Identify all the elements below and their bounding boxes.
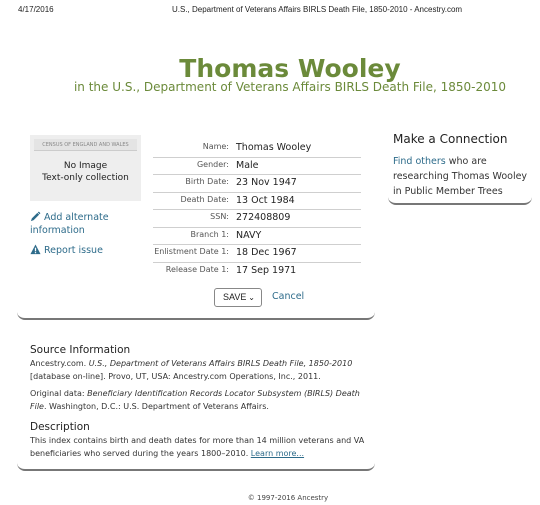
field-row-branch	[153, 228, 361, 246]
field-value: 13 Oct 1984	[236, 194, 295, 206]
field-row-birth-date	[153, 175, 361, 193]
print-page-title: U.S., Department of Veterans Affairs BIRLS Death File, 1850-2010 - Ancestry.com	[172, 5, 463, 14]
collection-subtitle: in the U.S., Department of Veterans Affairs BIRLS Death File, 1850-2010	[73, 80, 507, 94]
print-header	[0, 5, 540, 17]
original-data	[30, 387, 370, 413]
field-value: Male	[236, 159, 259, 171]
field-value: Thomas Wooley	[236, 142, 312, 153]
learn-more-link[interactable]: Learn more...	[250, 449, 305, 458]
field-value: NAVY	[236, 229, 262, 241]
description-body: This index contains birth and death dates for more than 14 million veterans and VA beneficiaries who served during the years 1800–2010.	[30, 436, 365, 458]
copyright-footer: © 1997-2016 Ancestry	[247, 494, 329, 502]
field-row-gender	[153, 158, 361, 176]
save-button-label: SAVE	[223, 292, 247, 302]
field-row-ssn	[153, 210, 361, 228]
field-label: Gender:	[196, 159, 229, 169]
field-label: SSN:	[210, 212, 229, 221]
make-connection-title: Make a Connection	[393, 132, 508, 146]
field-row-death-date	[153, 193, 361, 211]
report-issue-link[interactable]	[30, 244, 103, 257]
citation-suffix: [database on-line]. Provo, UT, USA: Ancestry.com Operations, Inc., 2011.	[30, 372, 321, 381]
warning-icon	[30, 244, 41, 255]
description-text	[30, 434, 370, 460]
report-issue-label: Report issue	[44, 245, 103, 256]
find-others-link[interactable]: Find others	[393, 156, 446, 167]
text-only-text: Text-only collection	[42, 173, 129, 183]
original-data-prefix: Original data:	[30, 389, 88, 398]
source-information-card	[17, 340, 375, 471]
thumbnail-banner: CENSUS OF ENGLAND AND WALES	[34, 139, 137, 151]
print-date: 4/17/2016	[18, 5, 54, 14]
field-row-name	[153, 140, 361, 158]
add-alternate-label: Add alternate information	[30, 212, 109, 236]
citation-title: U.S., Department of Veterans Affairs BIRLS Death File, 1850-2010	[88, 359, 353, 368]
field-value: 17 Sep 1971	[236, 264, 297, 276]
original-data-suffix: . Washington, D.C.: U.S. Department of Veterans Affairs.	[43, 402, 269, 411]
field-label: Birth Date:	[185, 177, 229, 186]
field-value: 23 Nov 1947	[236, 177, 297, 188]
save-button[interactable]	[214, 288, 262, 307]
original-data-title: Beneficiary Identification Records Locator Subsystem (BIRLS) Death File	[30, 389, 360, 411]
record-fields	[153, 140, 361, 280]
field-label: Branch 1:	[190, 229, 229, 239]
field-label: Name:	[202, 142, 229, 151]
field-row-release-date	[153, 263, 361, 281]
source-information-heading: Source Information	[30, 344, 131, 356]
source-citation	[30, 357, 370, 383]
make-connection-text	[393, 154, 533, 199]
person-name: Thomas Wooley	[179, 54, 401, 83]
record-card	[17, 125, 375, 320]
record-thumbnail	[30, 135, 141, 201]
field-value: 272408809	[236, 212, 291, 223]
add-alternate-info-link[interactable]	[30, 211, 140, 237]
field-row-enlistment-date	[153, 245, 361, 263]
field-label: Release Date 1:	[165, 264, 229, 274]
description-heading: Description	[30, 421, 90, 433]
make-connection-panel	[388, 125, 532, 205]
chevron-down-icon: ⌄	[248, 293, 255, 302]
pencil-icon	[30, 211, 41, 222]
citation-prefix: Ancestry.com.	[30, 359, 89, 368]
cancel-link[interactable]: Cancel	[272, 291, 305, 302]
make-connection-description: who are researching Thomas Wooley in Public Member Trees	[393, 156, 528, 197]
field-label: Death Date:	[180, 194, 229, 204]
field-label: Enlistment Date 1:	[154, 247, 229, 256]
no-image-text: No Image	[63, 161, 108, 171]
field-value: 18 Dec 1967	[236, 247, 297, 258]
